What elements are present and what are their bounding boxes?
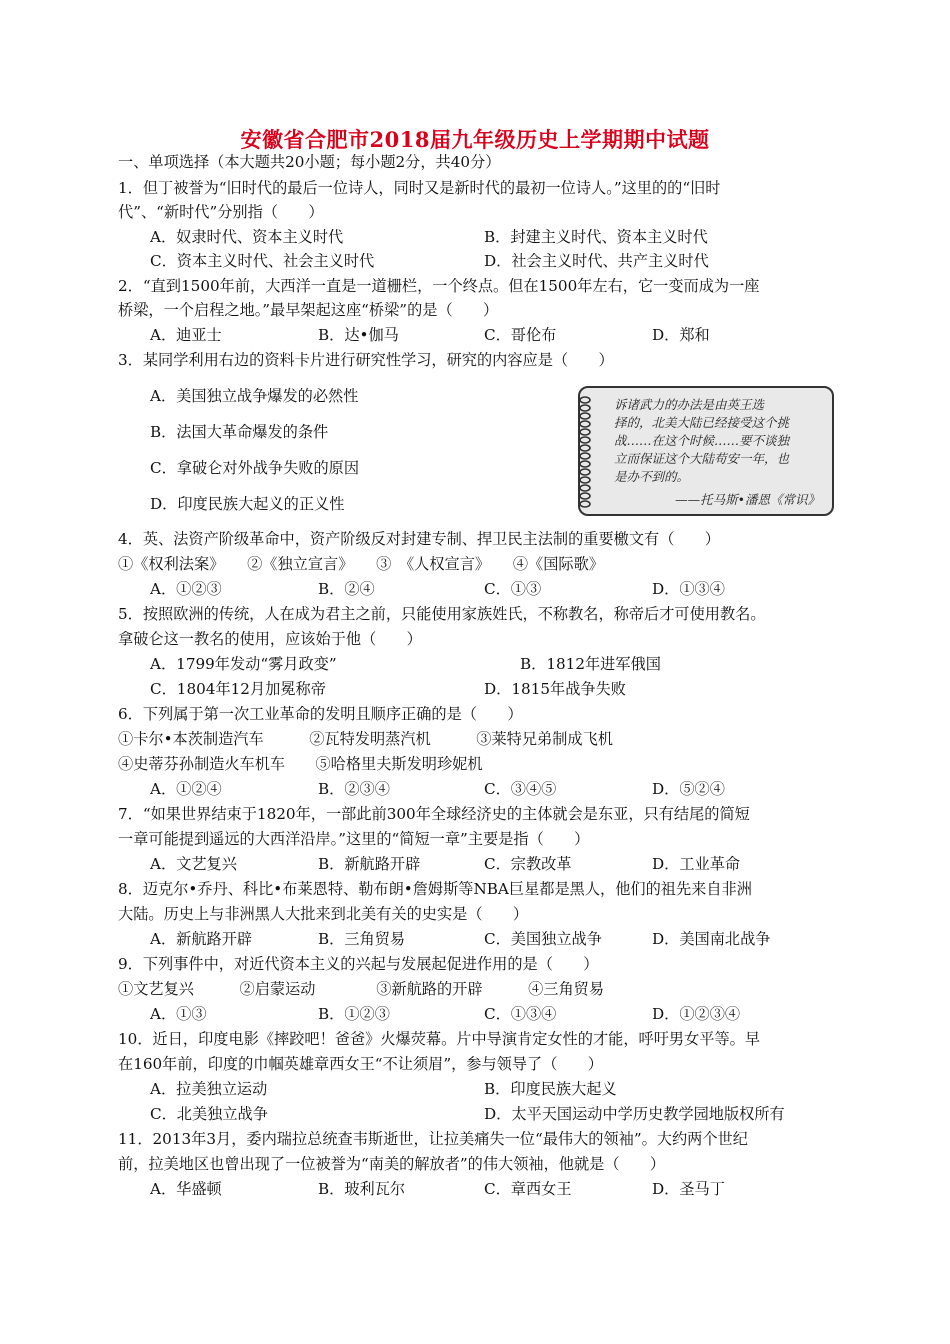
- text-line: C．北美独立战争: [150, 1105, 268, 1123]
- text-line: A．美国独立战争爆发的必然性: [150, 387, 359, 405]
- text-line: A．文艺复兴: [150, 855, 237, 873]
- text-line: B．②④: [318, 580, 375, 598]
- text-line: C．章西女王: [484, 1180, 572, 1198]
- text-line: 11．2013年3月，委内瑞拉总统查韦斯逝世，让拉美痛失一位“最伟大的领袖”。大约两个世纪: [118, 1130, 748, 1148]
- text-line: 一章可能提到遥远的大西洋沿岸。”这里的“简短一章”主要是指（ ）: [118, 830, 590, 848]
- text-line: C．①③: [484, 580, 542, 598]
- text-line: 在160年前，印度的巾帼英雄章西女王“不让须眉”，参与领导了（ ）: [118, 1055, 603, 1073]
- text-line: 桥梁，一个启程之地。”最早架起这座“桥梁”的是（ ）: [118, 301, 499, 319]
- text-line: 2．“直到1500年前，大西洋一直是一道栅栏，一个终点。但在1500年左右，它一变而成为一座: [118, 277, 760, 295]
- text-line: D．太平天国运动中学历史教学园地版权所有: [484, 1105, 785, 1123]
- text-line: A．奴隶时代、资本主义时代: [150, 228, 344, 246]
- text-line: D．①②③④: [652, 1005, 741, 1023]
- card-line: 择的，北美大陆已经接受这个挑: [614, 415, 790, 430]
- text-line: B．法国大革命爆发的条件: [150, 423, 329, 441]
- text-line: A．①③: [150, 1005, 207, 1023]
- text-line: B．达•伽马: [318, 326, 399, 344]
- text-line: A．①②④: [150, 780, 222, 798]
- section-heading: 一、单项选择（本大题共20小题；每小题2分，共40分）: [118, 153, 501, 171]
- text-line: C．美国独立战争: [484, 930, 602, 948]
- text-line: 9．下列事件中，对近代资本主义的兴起与发展起促进作用的是（ ）: [118, 955, 599, 973]
- text-line: C．拿破仑对外战争失败的原因: [150, 459, 360, 477]
- text-line: 8．迈克尔•乔丹、科比•布莱恩特、勒布朗•詹姆斯等NBA巨星都是黑人，他们的祖先来自非洲: [118, 880, 752, 898]
- text-line: A．迪亚士: [150, 326, 222, 344]
- text-line: B．①②③: [318, 1005, 390, 1023]
- text-line: D．工业革命: [652, 855, 741, 873]
- text-line: A．①②③: [150, 580, 222, 598]
- card-line: 战……在这个时候……要不谈独: [614, 433, 790, 448]
- text-line: D．1815年战争失败: [484, 680, 626, 698]
- notebook-rings-icon: [578, 394, 592, 512]
- text-line: 代”、“新时代”分别指（ ）: [118, 203, 324, 221]
- card-line: 是办不到的。: [614, 469, 690, 484]
- text-line: D．社会主义时代、共产主义时代: [484, 252, 709, 270]
- text-line: 拿破仑这一教名的使用，应该始于他（ ）: [118, 630, 422, 648]
- text-line: 3．某同学利用右边的资料卡片进行研究性学习，研究的内容应是（ ）: [118, 351, 614, 369]
- text-line: A．1799年发动“雾月政变”: [150, 655, 337, 673]
- text-line: B．玻利瓦尔: [318, 1180, 406, 1198]
- text-line: D．郑和: [652, 326, 710, 344]
- text-line: 5．按照欧洲的传统，人在成为君主之前，只能使用家族姓氏，不称教名，称帝后才可使用教名。: [118, 605, 766, 623]
- text-line: 10．近日，印度电影《摔跤吧！爸爸》火爆荧幕。片中导演肯定女性的才能，呼吁男女平等。早: [118, 1030, 761, 1048]
- text-line: B．1812年进军俄国: [520, 655, 661, 673]
- text-line: 大陆。历史上与非洲黑人大批来到北美有关的史实是（ ）: [118, 905, 529, 923]
- text-line: ①卡尔•本茨制造汽车 ②瓦特发明蒸汽机 ③莱特兄弟制成飞机: [118, 730, 613, 748]
- text-line: 前，拉美地区也曾出现了一位被誉为“南美的解放者”的伟大领袖，他就是（ ）: [118, 1155, 666, 1173]
- text-line: C．1804年12月加冕称帝: [150, 680, 326, 698]
- text-line: C．哥伦布: [484, 326, 557, 344]
- text-line: D．圣马丁: [652, 1180, 725, 1198]
- text-line: D．①③④: [652, 580, 725, 598]
- text-line: A．新航路开辟: [150, 930, 253, 948]
- text-line: 4．英、法资产阶级革命中，资产阶级反对封建专制、捍卫民主法制的重要檄文有（ ）: [118, 530, 720, 548]
- text-line: ④史蒂芬孙制造火车机车 ⑤哈格里夫斯发明珍妮机: [118, 755, 483, 773]
- text-line: B．封建主义时代、资本主义时代: [484, 228, 708, 246]
- text-line: A．拉美独立运动: [150, 1080, 268, 1098]
- text-line: D．印度民族大起义的正义性: [150, 495, 345, 513]
- text-line: C．宗教改革: [484, 855, 572, 873]
- card-source: ——托马斯•潘恩《常识》: [675, 492, 820, 507]
- text-line: A．华盛顿: [150, 1180, 222, 1198]
- text-line: ①文艺复兴 ②启蒙运动 ③新航路的开辟 ④三角贸易: [118, 980, 604, 998]
- text-line: 1．但丁被誉为“旧时代的最后一位诗人，同时又是新时代的最初一位诗人。”这里的的“旧时: [118, 179, 721, 197]
- page-title: 安徽省合肥市2018届九年级历史上学期期中试题: [240, 127, 710, 152]
- text-line: B．印度民族大起义: [484, 1080, 617, 1098]
- text-line: C．③④⑤: [484, 780, 557, 798]
- text-line: B．新航路开辟: [318, 855, 421, 873]
- card-line: 诉诸武力的办法是由英王选: [614, 397, 765, 412]
- text-line: B．②③④: [318, 780, 390, 798]
- text-line: D．美国南北战争: [652, 930, 771, 948]
- card-line: 立而保证这个大陆苟安一年，也: [614, 451, 790, 466]
- text-line: ①《权利法案》 ②《独立宣言》 ③ 《人权宣言》 ④《国际歌》: [118, 555, 604, 573]
- text-line: C．资本主义时代、社会主义时代: [150, 252, 375, 270]
- text-line: 7．“如果世界结束于1820年，一部此前300年全球经济史的主体就会是东亚，只有结尾的简短: [118, 805, 750, 823]
- text-line: C．①③④: [484, 1005, 557, 1023]
- text-line: 6．下列属于第一次工业革命的发明且顺序正确的是（ ）: [118, 705, 523, 723]
- card-quote: [614, 396, 828, 486]
- text-line: B．三角贸易: [318, 930, 406, 948]
- text-line: D．⑤②④: [652, 780, 725, 798]
- source-card: [578, 386, 834, 516]
